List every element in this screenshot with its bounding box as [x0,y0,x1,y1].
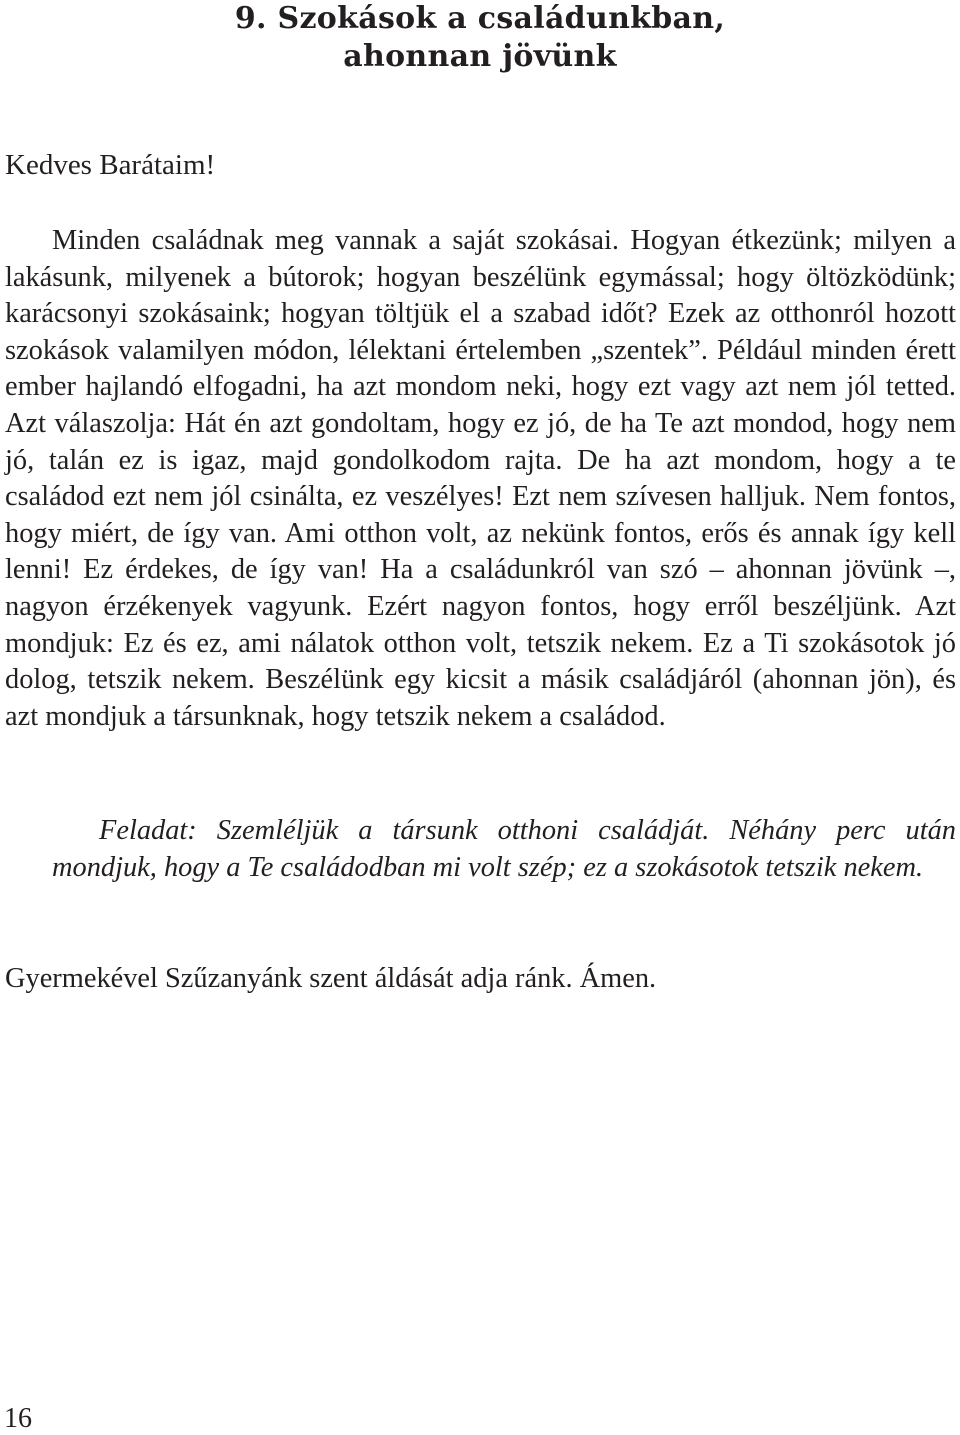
page-title [0,0,960,76]
title-line-2: ahonnan jövünk [343,39,617,74]
task-paragraph: Feladat: Szemléljük a társunk otthoni családját. Néhány perc után mondjuk, hogy a Te családodban mi volt szép; ez a szokásotok tetszik nekem. [52,815,956,883]
title-line-1: 9. Szokások a családunkban, [234,1,726,36]
salutation: Kedves Barátaim! [5,149,216,181]
closing-blessing: Gyermekével Szűzanyánk szent áldását adja ránk. Ámen. [5,963,657,994]
body-paragraph: Minden családnak meg vannak a saját szokásai. Hogyan étkezünk; milyen a lakásunk, milyenek a bútorok; hogyan beszélünk egymással; hogy öltözködünk; karácsonyi szokásaink; hogyan töltjük el a szabad időt? Ezek az otthonról hozott szokások valamilyen módon, lélektani értelemben „szentek”. Például minden érett ember hajlandó elfogadni, ha azt mondom neki, hogy ezt vagy azt nem jól tetted. Azt válaszolja: Hát én azt gondoltam, hogy ez jó, de ha Te azt mondod, hogy nem jó, talán ez is igaz, majd gondolkodom rajta. De ha azt mondom, hogy a te családod ezt nem jól csinálta, ez veszélyes! Ezt nem szívesen halljuk. Nem fontos, hogy miért, de így van. Ami otthon volt, az nekünk fontos, erős és annak így kell lenni! Ez érdekes, de így van! Ha a családunkról van szó – ahonnan jövünk –, nagyon érzékenyek vagyunk. Ezért nagyon fontos, hogy erről beszéljünk. Azt mondjuk: Ez és ez, ami nálatok otthon volt, tetszik nekem. Ez a Ti szokásotok jó dolog, tetszik nekem. Beszélünk egy kicsit a másik családjáról (ahonnan jön), és azt mondjuk a társunknak, hogy tetszik nekem a családod. [5,225,956,732]
page-number: 16 [4,1403,32,1434]
